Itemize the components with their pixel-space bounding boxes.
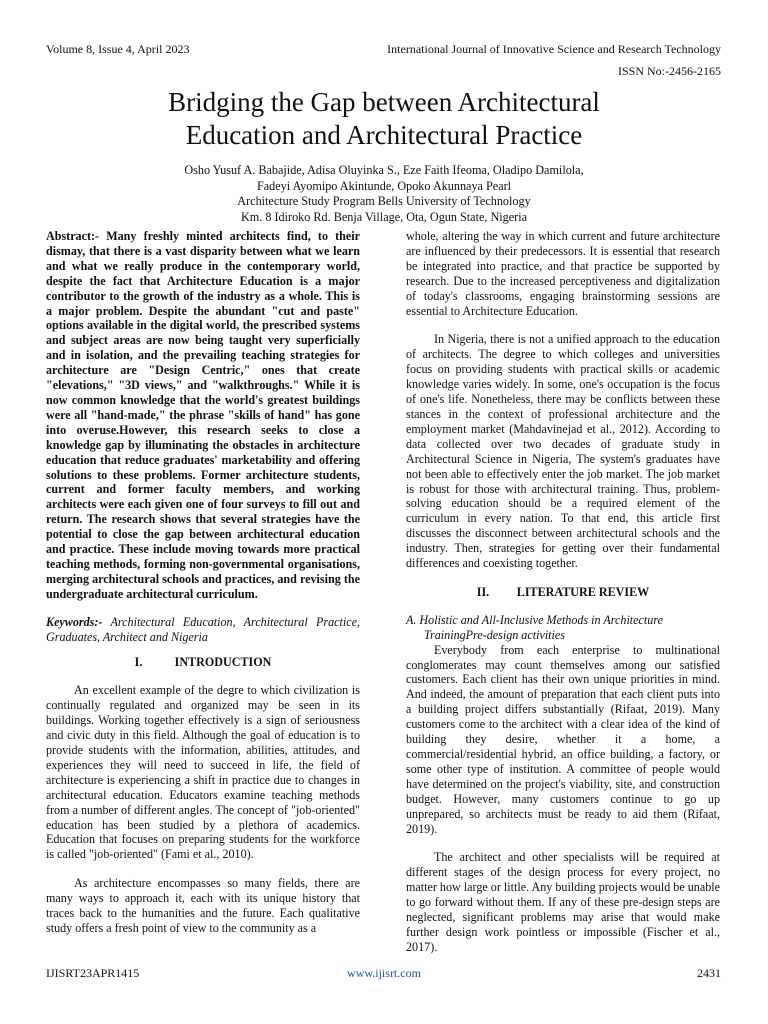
subsection-heading-a: A. Holistic and All-Inclusive Methods in Architecture (406, 612, 663, 627)
paper-title-line2: Education and Architectural Practice (185, 120, 583, 150)
keywords-label: Keywords:- (46, 614, 103, 629)
introduction-number: I. (134, 655, 143, 670)
literature-review-number: II. (476, 584, 490, 599)
nigeria-paragraph: In Nigeria, there is not a unified approach to the education of architects. The degree to which colleges and universities focus on providing students with practical skills or academic knowledge varies widely. In some, one's occupation is the focus of one's life. Nonetheless, there may be conflicts between these stances in the context of professional architecture and the employment market (Mahdavinejad et al., 2012). According to data collected over two decades of graduate study in Architectural Science in Nigeria, The system's graduates have not been able to effectively enter the job market. The job market is robust for those with architectural training. Thus, problem-solving education should be a required element of the curriculum in every nation. To that end, this article first discusses the disconnect between architectural schools and the industry. Then, strategies for getting over their fundamental differences and coexisting together. (406, 332, 720, 571)
left-column (46, 229, 360, 936)
keywords (46, 615, 360, 645)
author-affiliation: Architecture Study Program Bells University of Technology (237, 194, 531, 208)
issn-number: ISSN No:-2456-2165 (617, 64, 721, 78)
author-names-line2: Fadeyi Ayomipo Akintunde, Opoko Akunnaya Pearl (256, 178, 512, 193)
keywords-text: Architectural Education, Architectural Practice, Graduates, Architect and Nigeria (46, 614, 360, 644)
abstract: Abstract:- Many freshly minted architects find, to their dismay, that there is a vast disparity between what we learn and what we really produce in the contemporary world, despite the fact that Architecture Education is a major contributor to the growth of the industry as a whole. This is a major problem. Despite the abundant "cut and paste" options available in the digital world, the prescribed systems and subject areas are now being taught very superficially and in isolation, and the prevailing teaching strategies for architecture are "Design Centric," ones that create "elevations," "3D views," and "walkthroughs." While it is now common knowledge that the world's greatest buildings were all "hand-made," the phrase "skills of hand" has gone into overuse.However, this research seeks to close a knowledge gap by illuminating the obstacles in architecture education that reduce graduates' marketability and offering solutions to these problems. Former architecture students, current and former faculty members, and working architects were each given one of four surveys to fill out and return. The research shows that several strategies have the potential to close the gap between architectural education and practice. These include moving towards more practical teaching methods, forming non-governmental organisations, merging architectural schools and practices, and revising the undergraduate architectural curriculum. (46, 229, 360, 601)
paper-title-line1: Bridging the Gap between Architectural (168, 87, 600, 117)
page-number: 2431 (697, 966, 721, 980)
predesign-paragraph-1: Everybody from each enterprise to multinational conglomerates may count themselves among our satisfied customers. Each client has their own unique priorities in mind. And indeed, the amount of preparation that each client puts into a building project differs substantially (Rifaat, 2019). Many customers come to the architect with a clear idea of the kind of building they desire, whether it a home, a commercial/residential hybrid, an office building, a factory, or some other type of institution. A committee of people would have determined on the project's viability, site, and construction budget. However, many customers continue to go up unprepared, so architects must be ready to aid them (Rifaat, 2019). (406, 642, 720, 836)
literature-review-title: LITERATURE REVIEW (516, 584, 650, 599)
predesign-paragraph-2: The architect and other specialists will be required at different stages of the design process for every project, no matter how large or little. Any building projects would be unable to go forward without them. If any of these pre-design steps are neglected, significant problems may arise that would make further design work pointless or impossible (Fischer et al., 2017). (406, 850, 720, 954)
journal-website-link[interactable]: www.ijisrt.com (347, 966, 421, 980)
subsection-heading-a-cont: TrainingPre-design activities (424, 627, 565, 642)
intro-paragraph-2: As architecture encompasses so many fields, there are many ways to approach it, each with its unique history that traces back to the humanities and the future. Each qualitative study offers a fresh point of view to the community as a (46, 876, 360, 935)
intro-paragraph-1: An excellent example of the degre to which civilization is continually regulated and organized may be seen in its buildings. Working together effectively is a sign of seriousness and civic duty in this field. Although the goal of education is to provide students with the information, abilities, attitudes, and experiences they will need to succeed in life, the field of architecture is experiencing a shift in practice due to changes in architectural education. Educators examine teaching methods from a number of different angles. The concept of "job-oriented" education has been studied by a plethora of academics. Education that focuses on preparing students for the workforce is called "job-oriented" (Fami et al., 2010). (46, 683, 360, 862)
introduction-heading (46, 655, 360, 670)
introduction-title: INTRODUCTION (174, 655, 272, 670)
right-column (406, 229, 720, 955)
author-block (46, 163, 722, 225)
paper-title (46, 86, 722, 152)
continued-paragraph: whole, altering the way in which current and future architecture are influenced by their predecessors. It is essential that research be integrated into practice, and that practice be supported by research. Due to the increased perceptiveness and digitalization of today's classrooms, engaging brainstorming sessions are essential to Architecture Education. (406, 229, 720, 318)
literature-review-heading (406, 585, 720, 600)
author-names-line1: Osho Yusuf A. Babajide, Adisa Oluyinka S., Eze Faith Ifeoma, Oladipo Damilola, (184, 163, 584, 177)
volume-info: Volume 8, Issue 4, April 2023 (46, 42, 190, 56)
paper-id: IJISRT23APR1415 (46, 966, 140, 980)
author-address: Km. 8 Idiroko Rd. Benja Village, Ota, Ogun State, Nigeria (240, 209, 528, 224)
journal-name: International Journal of Innovative Science and Research Technology (387, 42, 721, 56)
